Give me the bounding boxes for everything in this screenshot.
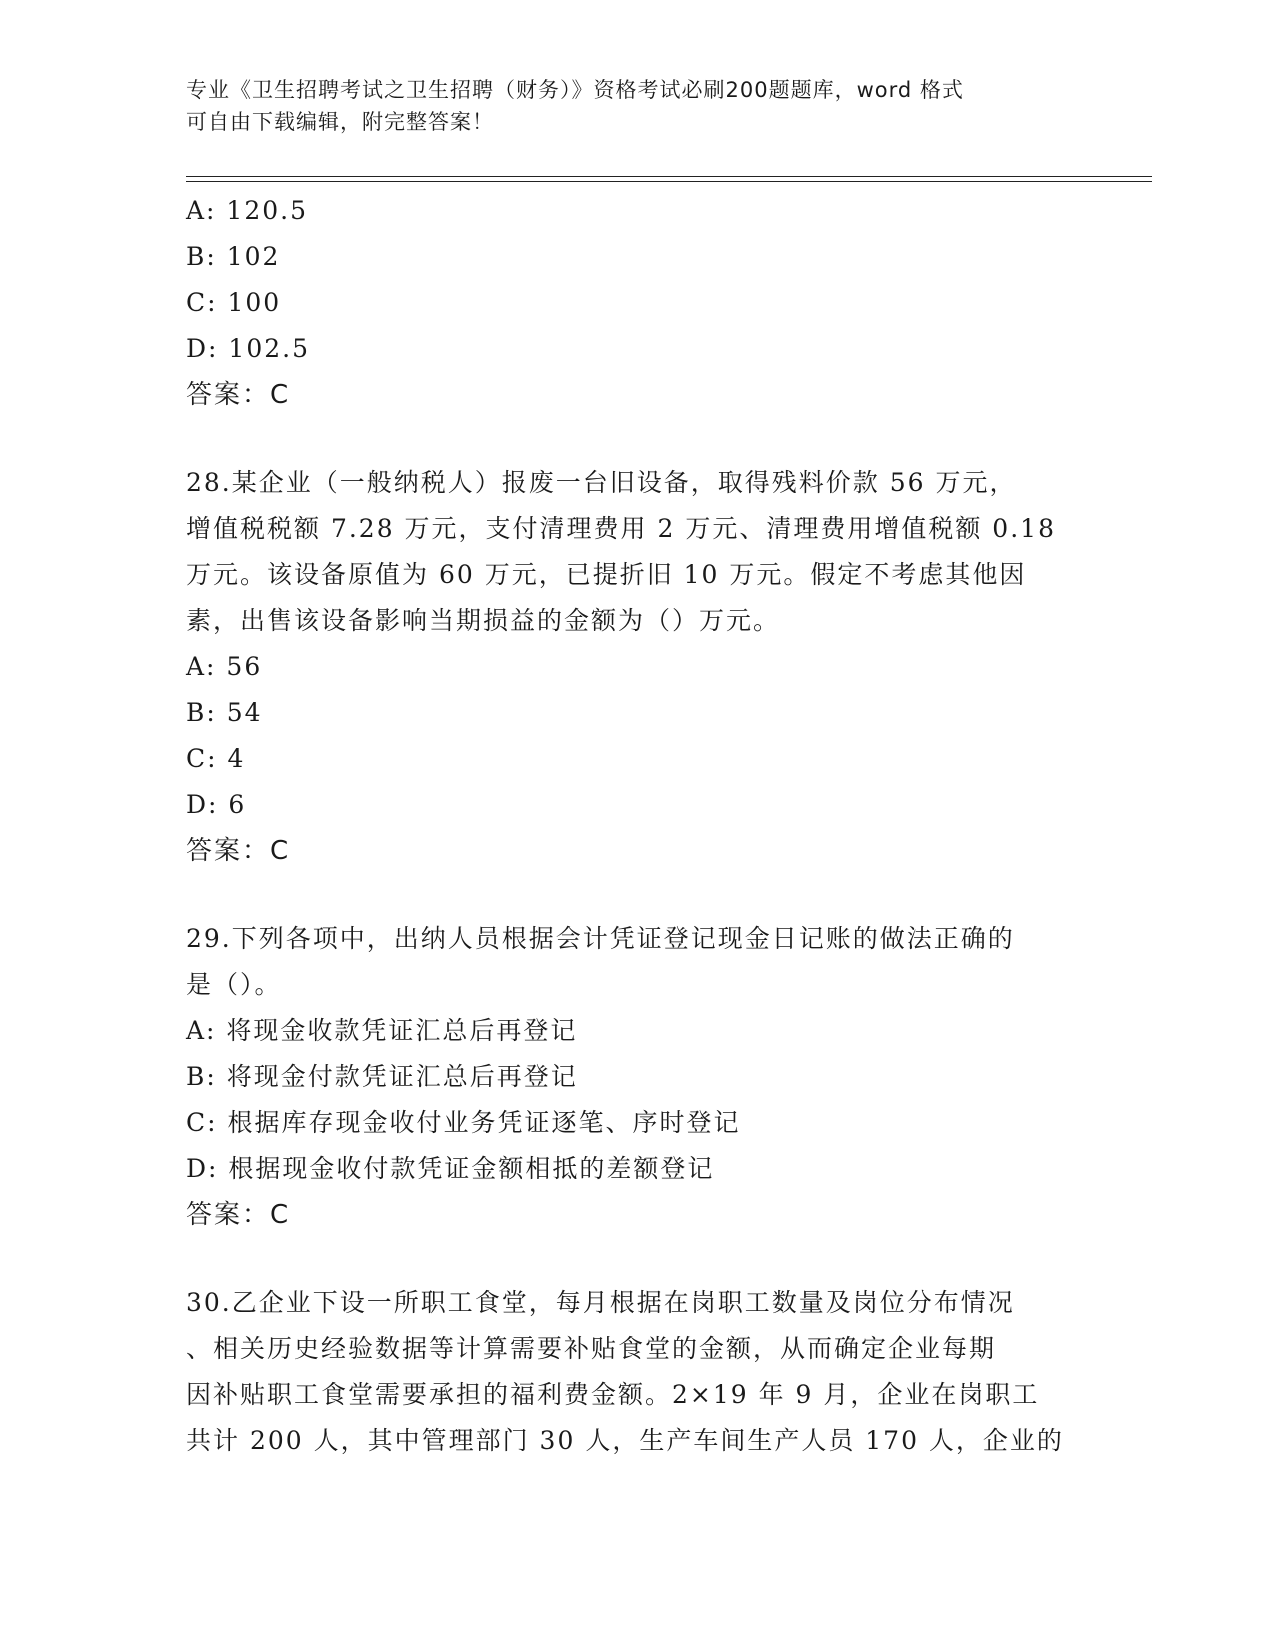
question-text-line: 29.下列各项中，出纳人员根据会计凭证登记现金日记账的做法正确的 (186, 924, 1015, 953)
option-c: C: 根据库存现金收付业务凭证逐笔、序时登记 (186, 1108, 741, 1137)
option-a: A: 将现金收款凭证汇总后再登记 (186, 1016, 578, 1045)
question-30-block (186, 1280, 1086, 1464)
question-text-line: 因补贴职工食堂需要承担的福利费金额。2×19 年 9 月，企业在岗职工 (186, 1380, 1040, 1409)
document-header (186, 74, 1066, 138)
question-text-line: 30.乙企业下设一所职工食堂，每月根据在岗职工数量及岗位分布情况 (186, 1288, 1015, 1317)
answer-line: 答案：C (186, 1200, 291, 1230)
option-b: B: 102 (186, 242, 281, 271)
question-text-line: 是（）。 (186, 970, 282, 999)
question-29-block (186, 916, 1086, 1238)
option-c: C: 100 (186, 288, 282, 317)
option-c: C: 4 (186, 744, 246, 773)
option-b: B: 将现金付款凭证汇总后再登记 (186, 1062, 578, 1091)
question-28-block (186, 460, 1086, 874)
option-d: D: 根据现金收付款凭证金额相抵的差额登记 (186, 1154, 715, 1183)
spacer (186, 418, 1086, 460)
question-text-line: 、相关历史经验数据等计算需要补贴食堂的金额，从而确定企业每期 (186, 1334, 997, 1363)
spacer (186, 874, 1086, 916)
spacer (186, 1238, 1086, 1280)
header-divider-top (186, 176, 1152, 177)
answer-line: 答案：C (186, 380, 291, 410)
question-content (186, 188, 1086, 1464)
question-text-line: 28.某企业（一般纳税人）报废一台旧设备，取得残料价款 56 万元， (186, 468, 1017, 497)
answer-line: 答案：C (186, 836, 291, 866)
option-d: D: 102.5 (186, 334, 310, 363)
question-27-block (186, 188, 1086, 418)
question-text-line: 万元。该设备原值为 60 万元，已提折旧 10 万元。假定不考虑其他因 (186, 560, 1027, 589)
header-line-1: 专业《卫生招聘考试之卫生招聘（财务）》资格考试必刷200题题库，word 格式 (186, 78, 964, 102)
option-b: B: 54 (186, 698, 263, 727)
option-a: A: 120.5 (186, 196, 308, 225)
header-line-2: 可自由下载编辑，附完整答案！ (186, 110, 494, 134)
question-text-line: 共计 200 人，其中管理部门 30 人，生产车间生产人员 170 人，企业的 (186, 1426, 1064, 1455)
option-a: A: 56 (186, 652, 263, 681)
option-d: D: 6 (186, 790, 247, 819)
question-text-line: 素，出售该设备影响当期损益的金额为（）万元。 (186, 606, 781, 635)
header-divider-bottom (186, 181, 1152, 182)
question-text-line: 增值税税额 7.28 万元，支付清理费用 2 万元、清理费用增值税额 0.18 (186, 514, 1056, 543)
